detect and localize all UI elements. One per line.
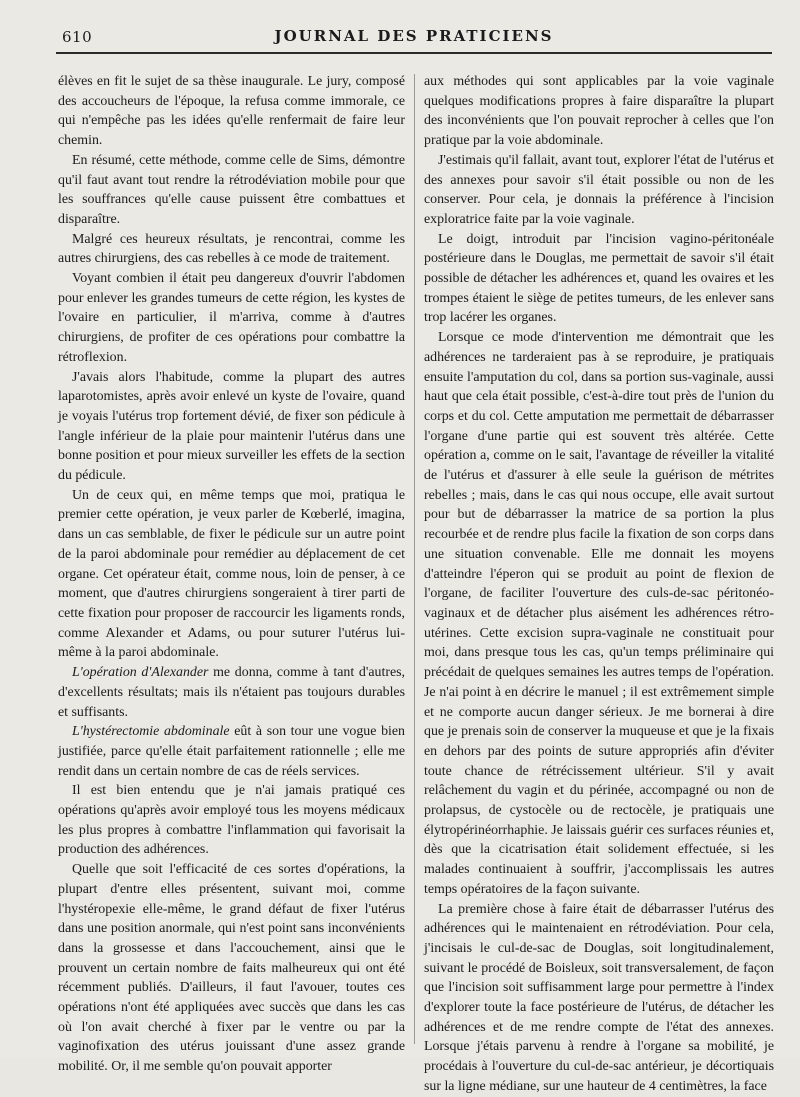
paragraph: Quelle que soit l'efficacité de ces sortes d'opérations, la plupart d'entre elles présentent, suivant moi, comme l'hystéropexie elle-même, le grand défaut de fixer l'utérus dans une position anormale, qui n'est point sans inconvénients dans la grossesse et dans l'accouchement, ainsi que le prouvent un certain nombre de faits malheureux qui ont été récemment publiés. D'ailleurs, il faut l'avouer, toutes ces opérations n'ont été appliquées avec succès que dans les cas où l'on avait cherché à fixer par le ventre ou par la vaginofixation des utérus jouissant d'une assez grande mobilité. Or, il me semble qu'on pouvait apporter (58, 862, 405, 1075)
column-divider (414, 74, 415, 1044)
italic-term: L'opération d'Alexander (72, 665, 209, 681)
paragraph: Un de ceux qui, en même temps que moi, pratiqua le premier cette opération, je veux parler de Kœberlé, imagina, dans un cas semblable, de fixer le pédicule sur un autre point de la paroi abdominale pour remédier au déplacement de cet organe. Cet opérateur était, comme nous, loin de penser, à ce moment, que d'autres chirurgiens songeraient à tirer parti de cette fixation pour proposer de raccourcir les ligaments ronds, comme Alexander et Adams, ou pour suturer l'utérus lui-même à la paroi abdominale. (58, 487, 405, 661)
right-column (424, 72, 774, 1094)
italic-term: L'hystérectomie abdominale (72, 724, 230, 740)
paragraph: élèves en fit le sujet de sa thèse inaugurale. Le jury, composé des accoucheurs de l'époque, la refusa comme immorale, ce qui n'empêche pas les idées qu'elle renfermait de faire leur chemin. (58, 74, 405, 149)
paragraph: Le doigt, introduit par l'incision vagino-péritonéale postérieure dans le Douglas, me permettait de savoir s'il était possible de détacher les adhérences et, quand les ovaires et les trompes étaient le siège de petites tumeurs, de les enlever sans trop lacérer les organes. (424, 231, 774, 326)
paragraph: aux méthodes qui sont applicables par la voie vaginale quelques modifications propres à faire disparaître la plupart des inconvénients que l'on pouvait reprocher à celles que l'on pratique par la voie abdominale. (424, 74, 774, 149)
paragraph-text: eût à son tour une vogue bien justifiée, parce qu'elle était parfaitement rationnelle ; elle me rendit dans un certain nombre de cas de réels services. (58, 724, 405, 779)
paragraph (58, 722, 405, 781)
header-rule (56, 52, 772, 54)
paragraph: Malgré ces heureux résultats, je rencontrai, comme les autres chirurgiens, des cas rebelles à ce mode de traitement. (58, 231, 405, 267)
paragraph-text: me donna, comme à tant d'autres, d'excellents résultats; mais ils n'étaient pas toujours durables et suffisants. (58, 665, 405, 720)
paragraph: Lorsque ce mode d'intervention me démontrait que les adhérences ne tarderaient pas à se reproduire, je pratiquais ensuite l'amputation du col, dans sa portion sus-vaginale, aussi haut que cela était possible, c'est-à-dire tout près de l'union du corps et du col. Cette amputation me permettait de débarrasser l'organe d'une partie qui est souvent très altérée. Cette opération a, comme on le sait, l'avantage de réveiller la vitalité de l'utérus et d'assurer à elle seule la guérison de métrites rebelles ; mais, dans le cas qui nous occupe, elle avait surtout pour but de débarrasser la matrice de sa portion la plus recourbée et de rendre plus facile la fixation de son corps dans une situation convenable. Elle me donnait les moyens d'atteindre l'éperon qui se produit au point de flexion de l'organe, de faciliter l'ouverture des culs-de-sac péritonéo-vaginaux et de détacher plus aisément les adhérences rétro-utérines. Cette excision supra-vaginale ne constituait pour moi, dans presque tous les cas, qu'un temps préliminaire qui précédait de quelques semaines les autres temps de l'opération. Je n'ai point à en décrire le manuel ; il est extrêmement simple et ne comporte aucun danger sérieux. Je me bornerai à dire que je prenais soin de conserver la muqueuse et que je la fixais en dehors par des points de suture appropriés afin d'éviter toute chance de rétrécissement ultérieur. S'il y avait relâchement du vagin et du périnée, accompagné ou non de prolapsus, de cystocèle ou de rectocèle, je pratiquais une élytropérinéorrhaphie. Je laissais guérir ces surfaces réunies et, dès que la cicatrisation était solidement effectuée, si les malades continuaient à souffrir, j'accomplissais les autres temps opératoires de la façon suivante. (424, 330, 774, 897)
paragraph: Voyant combien il était peu dangereux d'ouvrir l'abdomen pour enlever les grandes tumeurs de cette région, les kystes de l'ovaire en particulier, il m'arriva, comme à d'autres chirurgiens, de profiter de ces opérations pour combattre la rétroflexion. (58, 271, 405, 365)
left-column (58, 72, 405, 1075)
paragraph: En résumé, cette méthode, comme celle de Sims, démontre qu'il faut avant tout rendre la rétrodéviation mobile pour que les souffrances qu'elle cause puissent être combattues et disparaître. (58, 152, 405, 227)
paragraph: J'estimais qu'il fallait, avant tout, explorer l'état de l'utérus et des annexes pour savoir s'il était possible ou non de les conserver. Pour cela, je donnais la préférence à l'incision exploratrice faite par la voie vaginale. (424, 152, 774, 227)
paragraph (58, 663, 405, 722)
page-number: 610 (62, 28, 93, 46)
paragraph: La première chose à faire était de débarrasser l'utérus des adhérences qui le maintenaient en rétrodéviation. Pour cela, j'incisais le cul-de-sac de Douglas, soit longitudinalement, suivant le procédé de Boisleux, soit transversalement, de façon que l'incision soit suffisamment large pour permettre à l'index d'explorer toute la face postérieure de l'utérus, de détacher les adhérences et de me rendre compte de l'état des annexes. Lorsque j'étais parvenu à rendre à l'organe sa mobilité, je procédais à l'ouverture du cul-de-sac antérieur, je décortiquais sur la ligne médiane, sur une hauteur de 4 centimètres, la face (424, 901, 774, 1094)
running-title: JOURNAL DES PRATICIENS (274, 27, 554, 45)
page-header (56, 24, 772, 50)
paragraph: Il est bien entendu que je n'ai jamais pratiqué ces opérations qu'après avoir employé tous les moyens médicaux les plus propres à combattre l'inflammation qui favorisait la production des adhérences. (58, 783, 405, 858)
paragraph: J'avais alors l'habitude, comme la plupart des autres laparotomistes, après avoir enlevé un kyste de l'ovaire, quand je voyais l'utérus trop fortement dévié, de fixer son pédicule à l'angle inférieur de la plaie pour maintenir l'utérus dans une bonne position et pour mieux surveiller les effets de la section du pédicule. (58, 369, 405, 484)
